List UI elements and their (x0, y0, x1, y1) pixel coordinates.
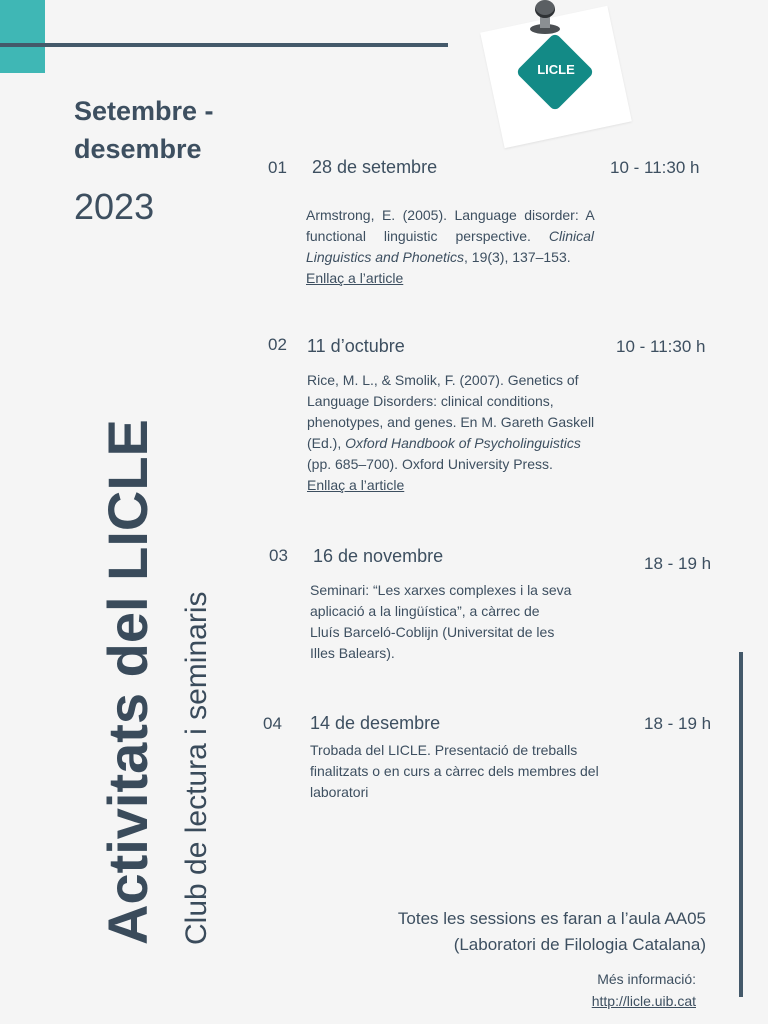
book-title: Oxford Handbook of Psycholinguistics (345, 435, 581, 451)
event-number: 02 (268, 335, 287, 354)
main-title: Activitats del LICLE (96, 419, 159, 945)
more-info (592, 968, 696, 1012)
event-description: Seminari: “Les xarxes complexes i la seva aplicació a la lingüística”, a càrrec de Lluís Barceló-Coblijn (Universitat de les Illes Balears). (310, 582, 572, 661)
year-heading: 2023 (74, 186, 155, 227)
journal-title: Clinical Linguistics and Phonetics (306, 228, 594, 265)
event-date: 28 de setembre (312, 157, 438, 177)
top-divider-line (0, 43, 448, 47)
event-date: 16 de novembre (313, 546, 444, 566)
reference-text: functional linguistic perspective. (306, 228, 531, 244)
reference-text: , 19(3), 137–153. (464, 249, 571, 265)
venue-line: Totes les sessions es faran a l’aula AA05 (397, 909, 706, 928)
event-number: 01 (268, 158, 287, 177)
venue-line: (Laboratori de Filologia Catalana) (453, 935, 706, 954)
period-heading: Setembre - desembre (74, 96, 214, 164)
event-description (306, 205, 594, 289)
event-number: 03 (269, 546, 288, 565)
event-date: 11 d’octubre (307, 336, 405, 356)
event-time: 10 - 11:30 h (616, 337, 706, 356)
reference-text: Armstrong, E. (2005). Language disorder: A (306, 207, 594, 223)
event-time: 10 - 11:30 h (610, 158, 700, 177)
venue-note (398, 906, 706, 958)
event-time: 18 - 19 h (644, 714, 712, 733)
licle-logo-text: LICLE (537, 62, 575, 77)
article-link[interactable]: Enllaç a l’article (307, 477, 405, 493)
more-info-label: Més informació: (597, 971, 696, 987)
article-link[interactable]: Enllaç a l’article (306, 270, 404, 286)
website-link[interactable]: http://licle.uib.cat (591, 993, 696, 1009)
event-description (307, 370, 603, 496)
event-description: Trobada del LICLE. Presentació de treballs finalitzats o en curs a càrrec dels membres del laboratori (310, 742, 599, 800)
event-time: 18 - 19 h (644, 554, 712, 573)
subtitle: Club de lectura i seminaris (180, 591, 213, 945)
event-number: 04 (263, 714, 282, 733)
teal-corner-block (0, 0, 45, 73)
pushpin-icon (535, 0, 555, 18)
reference-text: Rice, M. L., & Smolik, F. (2007). Genetics of Language Disorders: clinical conditions, phenotypes, and genes. En M. Gareth Gaskell (Ed.), (307, 372, 595, 451)
reference-text: (pp. 685–700). Oxford University Press. (307, 456, 553, 472)
event-date: 14 de desembre (310, 713, 441, 733)
right-divider-line (739, 652, 743, 997)
